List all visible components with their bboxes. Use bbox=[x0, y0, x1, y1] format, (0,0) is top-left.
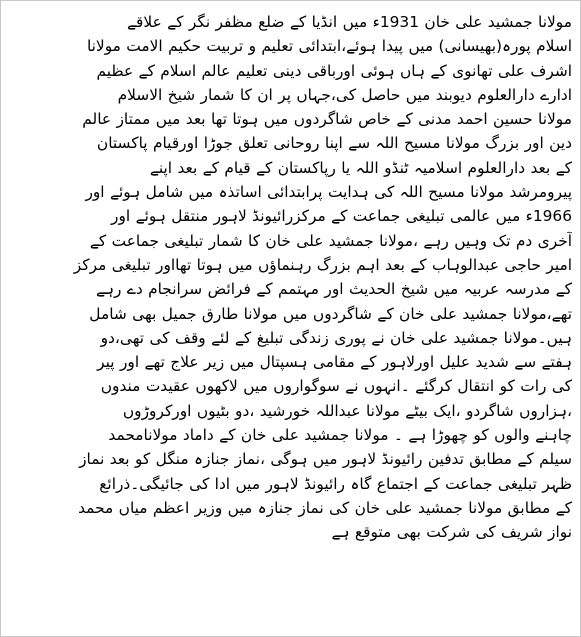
article-line: ادارے دارالعلوم دیوبند میں حاصل کی،جہاں پر ان کا شمار شیخ الاسلام bbox=[117, 85, 572, 104]
article-line: نواز شریف کی شرکت بھی متوقع ہے bbox=[331, 523, 572, 542]
article-body bbox=[11, 10, 572, 545]
article-line: پیرومرشد مولانا مسیح اللہ کی ہدایت پرابتدائی اساتذہ میں شامل ہوئے اور bbox=[85, 183, 572, 202]
article-line: کے بعد دارالعلوم اسلامیہ ٹنڈو اللہ یا رپاکستان کے قیام کے بعد اپنے bbox=[149, 158, 572, 177]
article-line: کے مدرسہ عربیہ میں شیخ الحدیث اور مہتمم کے فرائض سرانجام دے رہے bbox=[95, 280, 572, 299]
article-line: چاہنے والوں کو چھوڑا ہے ۔ مولانا جمشید علی خان کے داماد مولانامحمد bbox=[108, 426, 572, 445]
article-line: امیر حاجی عبدالوہاب کے بعد اہم بزرگ رہنماؤں میں ہوتا تھااور تبلیغی مرکز bbox=[73, 255, 572, 274]
article-line: دین اور بزرگ مولانا مسیح اللہ سے اپنا روحانی تعلق جوڑا اورقیام پاکستان bbox=[96, 134, 572, 153]
article-line: مولانا حسین احمد مدنی کے خاص شاگردوں میں ہوتا تھا بعد میں ممتاز عالم bbox=[82, 110, 572, 129]
article-line: تھے،مولانا جمشید علی خان کے شاگردوں میں مولانا طارق جمیل بھی شامل bbox=[89, 304, 572, 323]
article-line: ظہر تبلیغی جماعت کے اجتماع گاہ رائیونڈ لاہور میں ادا کی جائیگی۔ذرائع bbox=[99, 474, 572, 493]
article-line: کے مطابق مولانا جمشید علی خان کی نماز جنازہ میں وزیر اعظم میاں محمد bbox=[78, 498, 572, 517]
article-line: آخری دم تک وہیں رہے ،مولانا جمشید علی خان کا شمار تبلیغی جماعت کے bbox=[89, 231, 572, 250]
article-line: مولانا جمشید علی خان 1931ء میں انڈیا کے ضلع مظفر نگر کے علاقے bbox=[127, 13, 572, 31]
article-line: اشرف علی تھانوی کے ہاں ہوئی اورباقی دینی تعلیم عالم اسلام کے عظیم bbox=[96, 61, 572, 80]
article-line: 1966ء میں عالمی تبلیغی جماعت کے مرکزرائیونڈ لاہور منتقل ہوئے اور bbox=[111, 207, 572, 226]
article-line: ہفتے سے شدید علیل اورلاہور کے مقامی ہسپتال میں زیر علاج تھے اور پیر bbox=[97, 353, 572, 372]
article-line: اسلام پورہ(بھیسانی) میں پیدا ہوئے،ابتدائی تعلیم و تربیت حکیم الامت مولانا bbox=[86, 37, 572, 56]
article-line: ،ہزاروں شاگردو ،ایک بیٹے مولانا عبداللہ خورشید ،دو بٹیوں اورکروڑوں bbox=[122, 401, 572, 420]
article-line: سیلم کے مطابق تدفین رائیونڈ لاہور میں ہوگی ،نماز جنازہ منگل کو بعد نماز bbox=[79, 450, 572, 469]
article-line: کی رات کو انتقال کرگئے ۔انہوں نے سوگواروں میں لاکھوں عقیدت مندوں bbox=[100, 377, 572, 396]
article-line: ہیں۔مولانا جمشید علی خان نے پوری زندگی تبلیغ کے لئے وقف کی تھی،دو bbox=[100, 328, 572, 347]
